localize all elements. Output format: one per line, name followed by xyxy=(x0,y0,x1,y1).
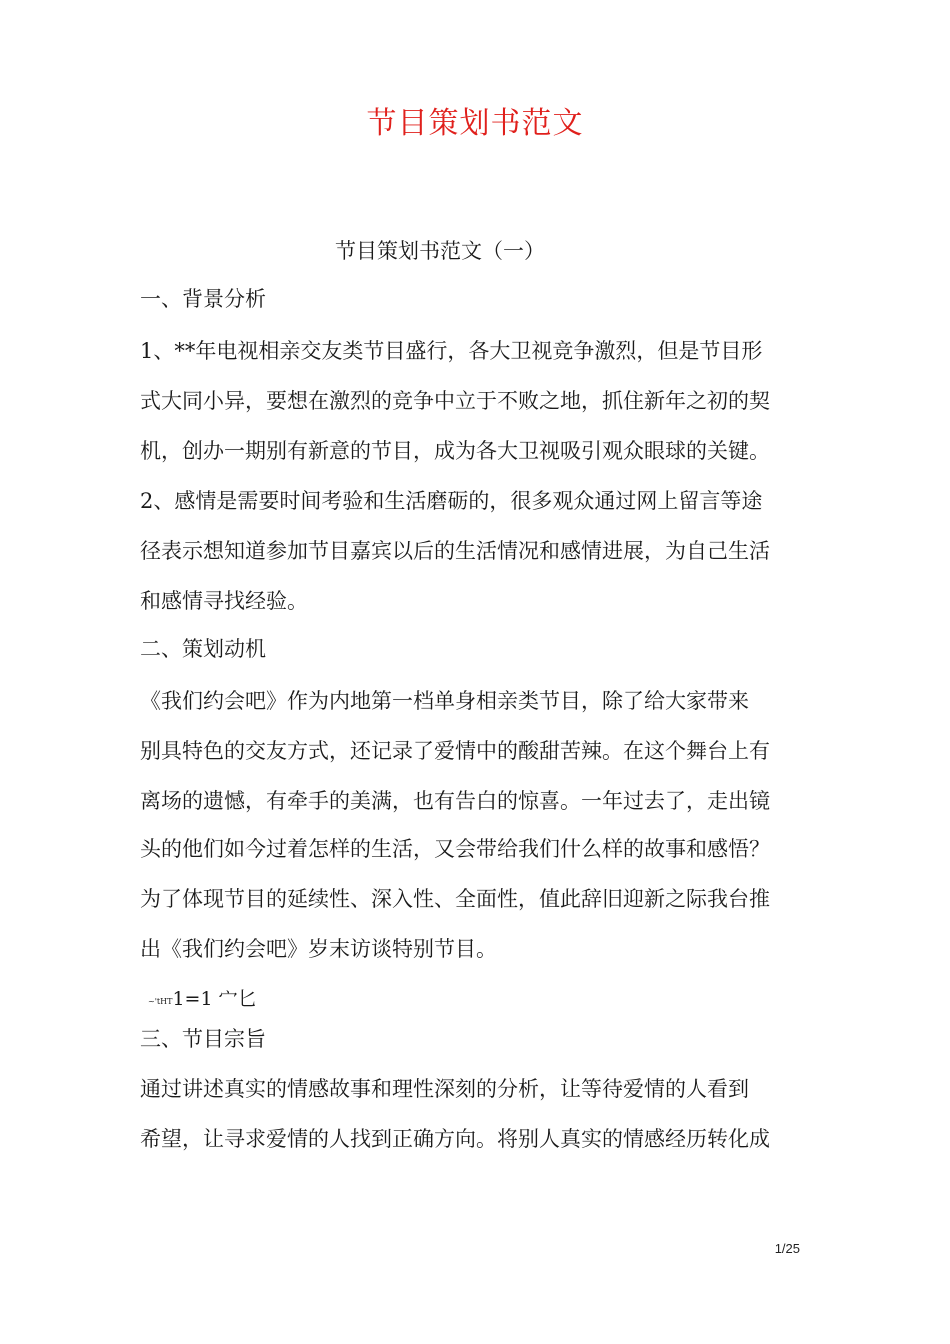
paragraph-line: 2、感情是需要时间考验和生活磨砺的，很多观众通过网上留言等途 xyxy=(140,489,763,513)
garbled-small-text: ~'tHT xyxy=(148,997,173,1006)
document-title: 节目策划书范文 xyxy=(366,106,584,141)
paragraph-line: 和感情寻找经验。 xyxy=(140,589,308,613)
paragraph-line: 径表示想知道参加节目嘉宾以后的生活情况和感情进展，为自己生活 xyxy=(140,539,770,563)
heading-motivation: 二、策划动机 xyxy=(140,637,266,661)
section-subtitle: 节目策划书范文（一） xyxy=(335,239,545,263)
heading-purpose: 三、节目宗旨 xyxy=(140,1027,266,1051)
paragraph-line: 离场的遗憾，有牵手的美满，也有告白的惊喜。一年过去了，走出镜 xyxy=(140,789,770,813)
paragraph-line: 《我们约会吧》作为内地第一档单身相亲类节目，除了给大家带来 xyxy=(140,689,749,713)
garbled-text-line xyxy=(148,984,828,1017)
garbled-main-text: 1=1 宀匕 xyxy=(172,988,257,1010)
paragraph-line: 1、**年电视相亲交友类节目盛行，各大卫视竞争激烈，但是节目形 xyxy=(140,339,763,363)
paragraph-line: 出《我们约会吧》岁末访谈特别节目。 xyxy=(140,937,497,961)
paragraph-line: 通过讲述真实的情感故事和理性深刻的分析，让等待爱情的人看到 xyxy=(140,1077,749,1101)
paragraph-line: 机，创办一期别有新意的节目，成为各大卫视吸引观众眼球的关键。 xyxy=(140,439,770,463)
paragraph-line: 别具特色的交友方式，还记录了爱情中的酸甜苦辣。在这个舞台上有 xyxy=(140,739,770,763)
heading-background: 一、背景分析 xyxy=(140,287,266,311)
paragraph-line: 希望，让寻求爱情的人找到正确方向。将别人真实的情感经历转化成 xyxy=(140,1127,770,1151)
paragraph-line: 为了体现节目的延续性、深入性、全面性，值此辞旧迎新之际我台推 xyxy=(140,887,770,911)
page-number: 1/25 xyxy=(774,1241,800,1256)
paragraph-line: 头的他们如今过着怎样的生活，又会带给我们什么样的故事和感悟？ xyxy=(140,837,770,861)
paragraph-line: 式大同小异，要想在激烈的竞争中立于不败之地，抓住新年之初的契 xyxy=(140,389,770,413)
